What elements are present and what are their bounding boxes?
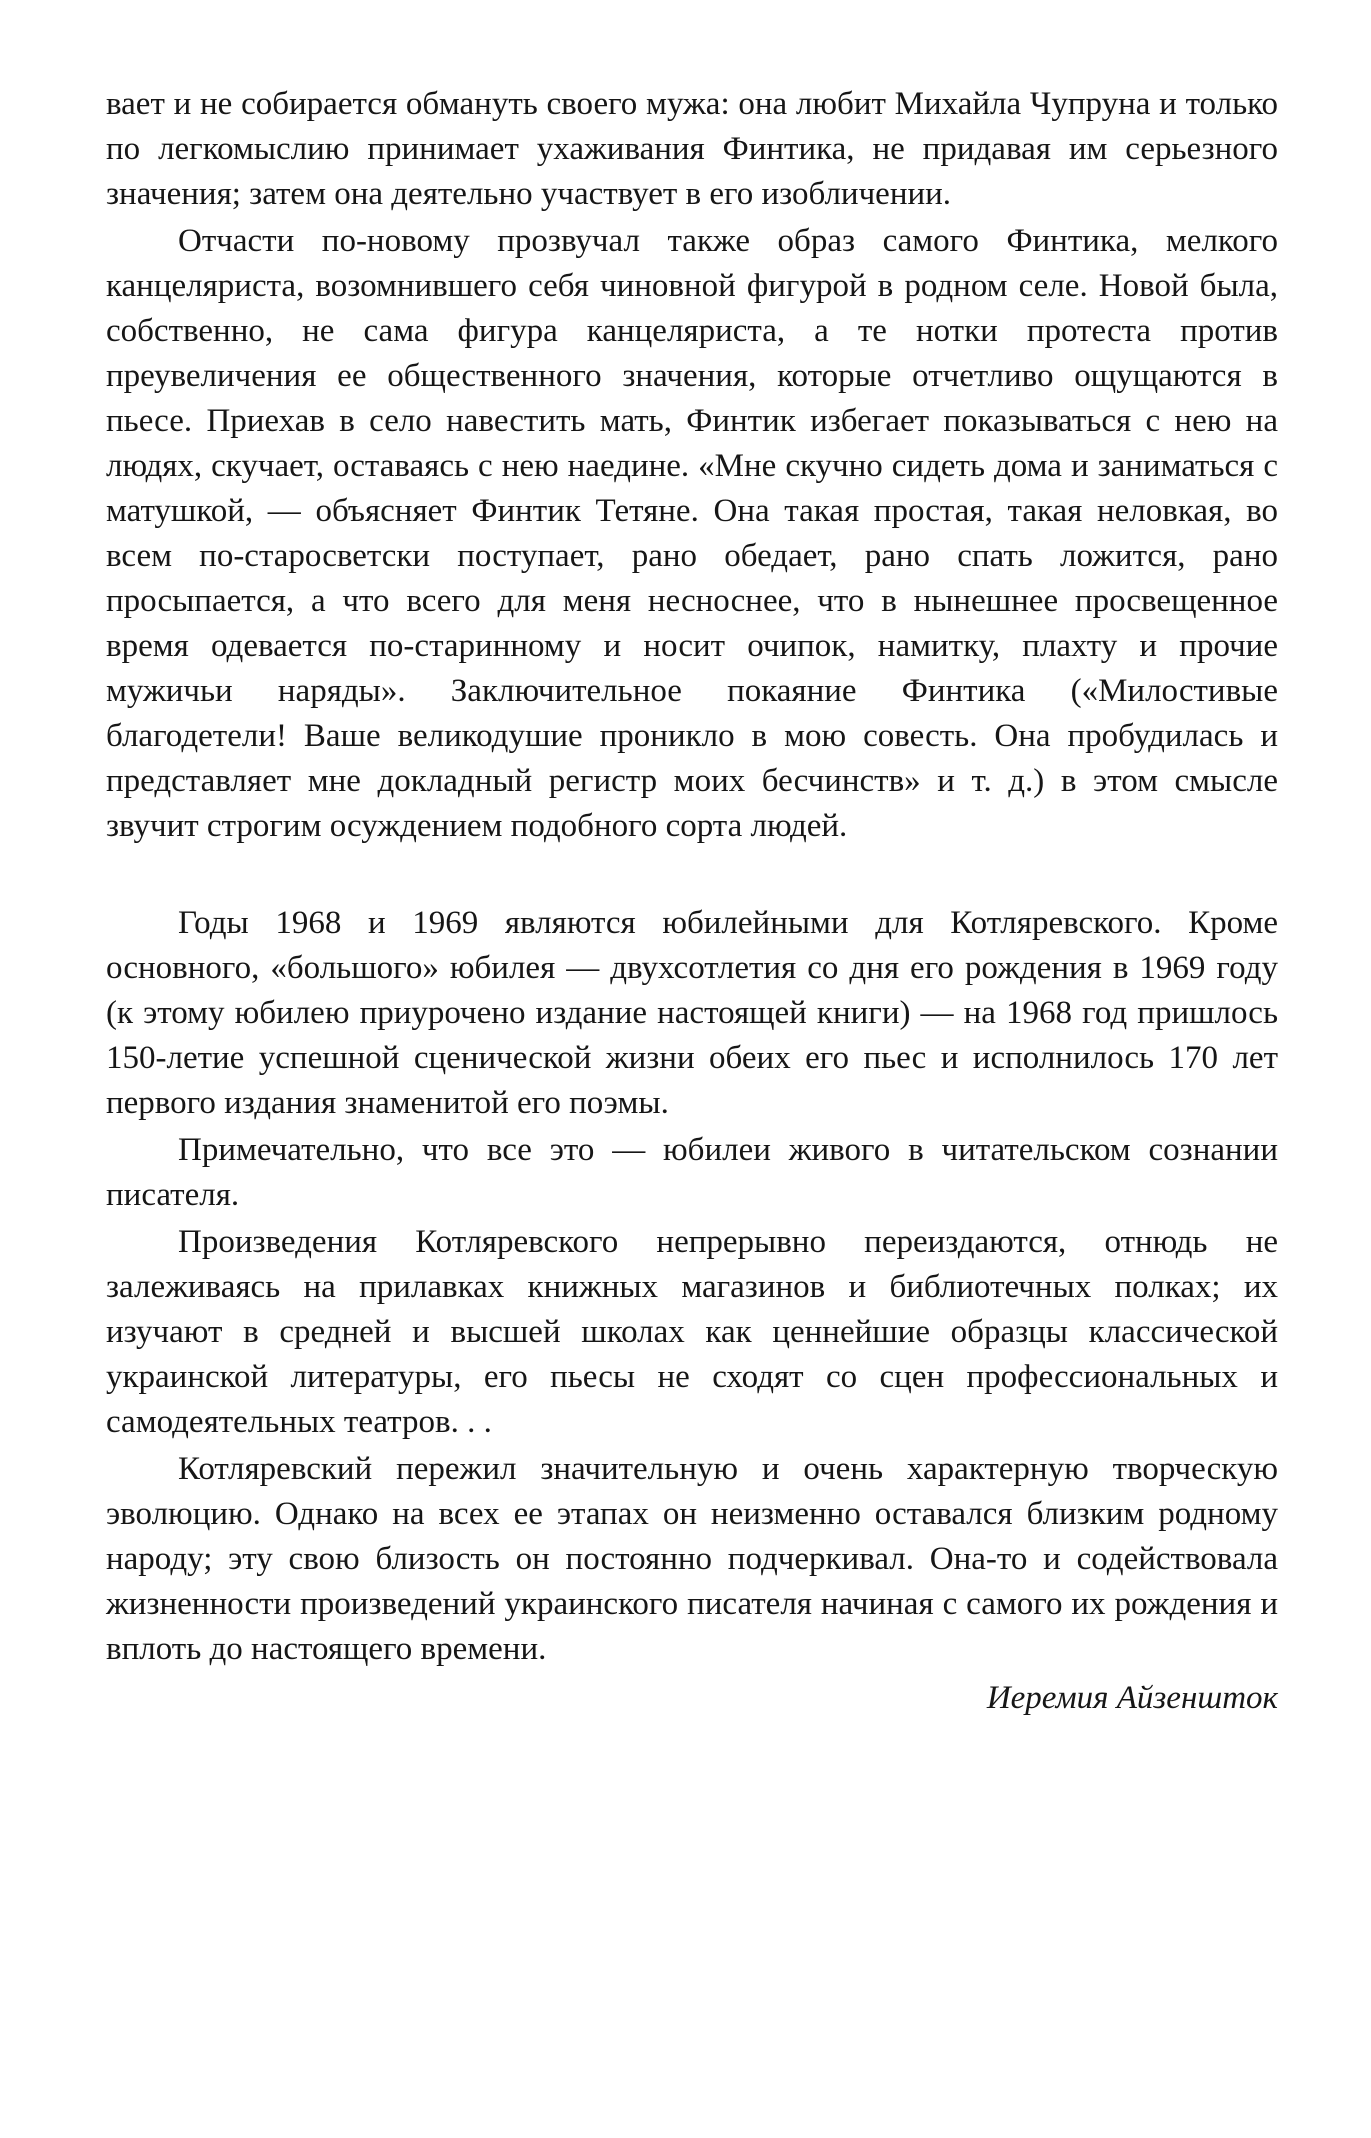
paragraph-continuation: вает и не собирается обмануть своего мужа: она любит Михайла Чупруна и только по легкомыслию принимает ухаживания Финтика, не придавая им серьезного значения; затем она деятельно участвует в его изобличении. (106, 86, 1278, 212)
paragraph-notable: Примечательно, что все это — юбилеи живого в читательском сознании писателя. (106, 1132, 1278, 1213)
document-page (106, 82, 1278, 1721)
section-gap (106, 851, 1278, 901)
paragraph-works: Произведения Котляревского непрерывно переиздаются, отнюдь не залеживаясь на прилавках книжных магазинов и библиотечных полках; их изучают в средней и высшей школах как ценнейшие образцы классической украинской литературы, его пьесы не сходят со сцен профессиональных и самодеятельных театров. . . (106, 1224, 1278, 1440)
paragraph-jubilee: Годы 1968 и 1969 являются юбилейными для Котляревского. Кроме основного, «большого» юбилея — двухсотлетия со дня его рождения в 1969 году (к этому юбилею приурочено издание настоящей книги) — на 1968 год пришлось 150-летие успешной сценической жизни обеих его пьес и исполнилось 170 лет первого издания знаменитой его поэмы. (106, 905, 1278, 1121)
paragraph-evolution: Котляревский пережил значительную и очень характерную творческую эволюцию. Однако на всех ее этапах он неизменно оставался близким родному народу; эту свою близость он постоянно подчеркивал. Она-то и содействовала жизненности произведений украинского писателя начиная с самого их рождения и вплоть до настоящего времени. (106, 1451, 1278, 1667)
author-signature: Иеремия Айзеншток (986, 1680, 1278, 1716)
paragraph-fintik: Отчасти по-новому прозвучал также образ самого Финтика, мелкого канцеляриста, возомнившего себя чиновной фигурой в родном селе. Новой была, собственно, не сама фигура канцеляриста, а те нотки протеста против преувеличения ее общественного значения, которые отчетливо ощущаются в пьесе. Приехав в село навестить мать, Финтик избегает показываться с нею на людях, скучает, оставаясь с нею наедине. «Мне скучно сидеть дома и заниматься с матушкой, — объясняет Финтик Тетяне. Она такая простая, такая неловкая, во всем по-старосветски поступает, рано обедает, рано спать ложится, рано просыпается, а что всего для меня несноснее, что в нынешнее просвещенное время одевается по-старинному и носит очипок, намитку, плахту и прочие мужичьи наряды». Заключительное покаяние Финтика («Милостивые благодетели! Ваше великодушие проникло в мою совесть. Она пробудилась и представляет мне докладный регистр моих бесчинств» и т. д.) в этом смысле звучит строгим осуждением подобного сорта людей. (106, 223, 1278, 844)
